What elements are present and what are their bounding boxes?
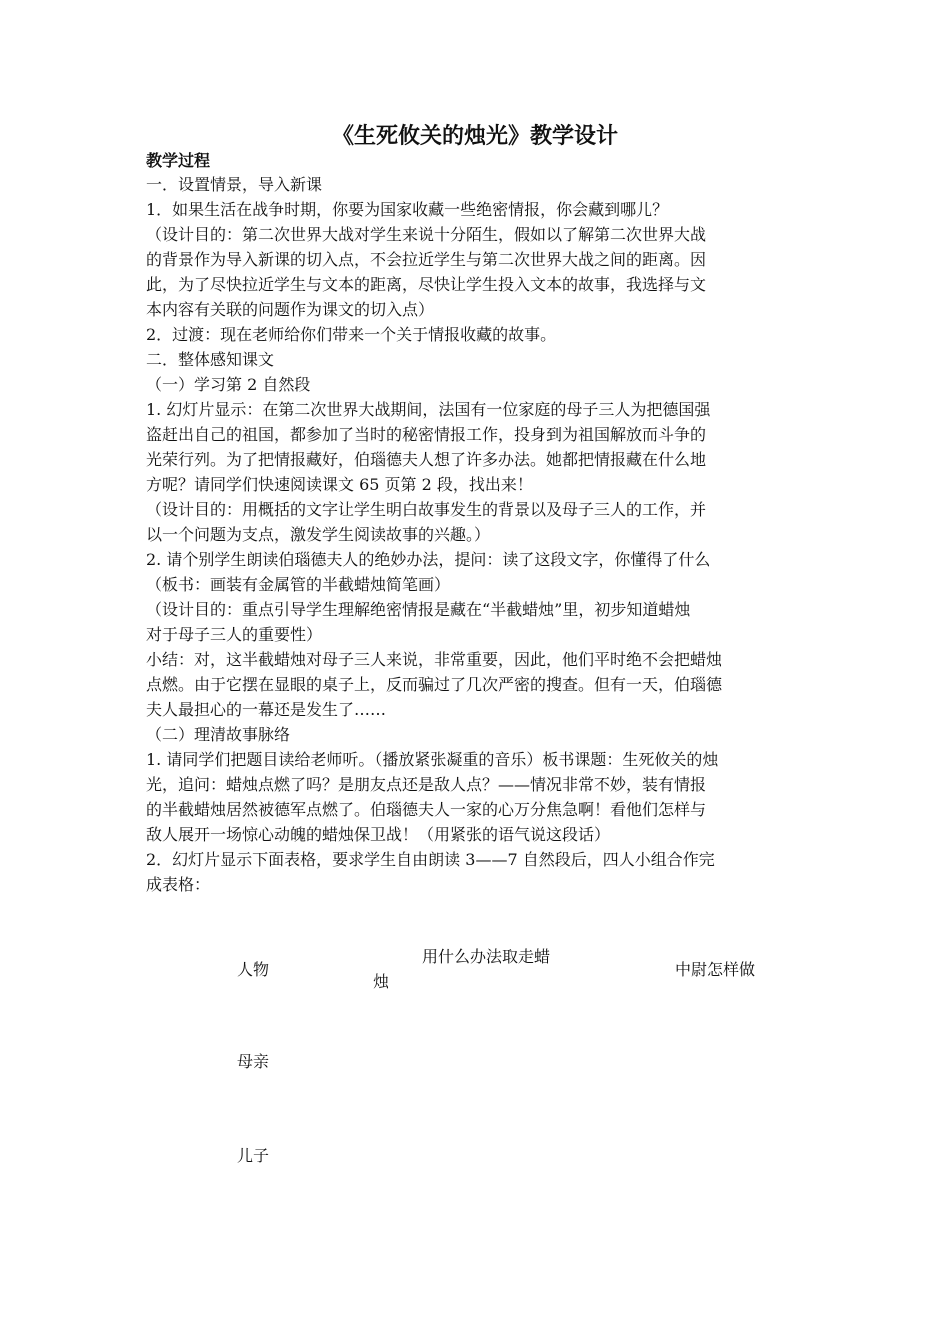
- paragraph-line: （二）理清故事脉络: [146, 725, 291, 744]
- paragraph-line: 1．如果生活在战争时期，你要为国家收藏一些绝密情报，你会藏到哪儿？: [146, 200, 669, 219]
- paragraph-line: 的半截蜡烛居然被德军点燃了。伯瑙德夫人一家的心万分焦急啊！看他们怎样与: [146, 800, 707, 819]
- paragraph-line: 夫人最担心的一幕还是发生了……: [146, 700, 387, 719]
- table-header-method-wrap: 烛: [373, 972, 390, 991]
- paragraph-line: 光，追问：蜡烛点燃了吗？是朋友点还是敌人点？——情况非常不妙，装有情报: [146, 775, 707, 794]
- paragraph-line: 盗赶出自己的祖国，都参加了当时的秘密情报工作，投身到为祖国解放而斗争的: [146, 425, 707, 444]
- document-title: 《生死攸关的烛光》教学设计: [331, 124, 618, 149]
- paragraph-line: （设计目的：用概括的文字让学生明白故事发生的背景以及母子三人的工作，并: [146, 500, 707, 519]
- paragraph-line: 以一个问题为支点，激发学生阅读故事的兴趣。）: [146, 525, 491, 544]
- paragraph-line: 小结：对，这半截蜡烛对母子三人来说，非常重要，因此，他们平时绝不会把蜡烛: [146, 650, 723, 669]
- paragraph-line: 敌人展开一场惊心动魄的蜡烛保卫战！（用紧张的语气说这段话）: [146, 825, 611, 844]
- table-row-son: 儿子: [237, 1146, 270, 1165]
- paragraph-line: 本内容有关联的问题作为课文的切入点）: [146, 300, 435, 319]
- paragraph-line: 点燃。由于它摆在显眼的桌子上，反而骗过了几次严密的搜查。但有一天，伯瑙德: [146, 675, 723, 694]
- paragraph-line: 2. 请个别学生朗读伯瑙德夫人的绝妙办法，提问：读了这段文字，你懂得了什么: [146, 550, 711, 569]
- paragraph-line: 2．过渡：现在老师给你们带来一个关于情报收藏的故事。: [146, 325, 557, 344]
- paragraph-line: （板书：画装有金属管的半截蜡烛简笔画）: [146, 575, 451, 594]
- paragraph-line: 的背景作为导入新课的切入点，不会拉近学生与第二次世界大战之间的距离。因: [146, 250, 707, 269]
- paragraph-line: 对于母子三人的重要性）: [146, 625, 323, 644]
- paragraph-line: 方呢？请同学们快速阅读课文 65 页第 2 段，找出来！: [146, 475, 533, 494]
- paragraph-line: （设计目的：重点引导学生理解绝密情报是藏在“半截蜡烛”里，初步知道蜡烛: [146, 600, 691, 619]
- paragraph-line: 二．整体感知课文: [146, 350, 275, 369]
- table-header-officer: 中尉怎样做: [675, 960, 756, 979]
- paragraph-line: 1. 请同学们把题目读给老师听。（播放紧张凝重的音乐）板书课题：生死攸关的烛: [146, 750, 719, 769]
- paragraph-line: （设计目的：第二次世界大战对学生来说十分陌生，假如以了解第二次世界大战: [146, 225, 707, 244]
- section-heading: 教学过程: [146, 151, 211, 170]
- table-header-person: 人物: [237, 960, 270, 979]
- table-row-mother: 母亲: [237, 1052, 270, 1071]
- table-header-method: 用什么办法取走蜡: [422, 947, 551, 966]
- paragraph-line: 光荣行列。为了把情报藏好，伯瑙德夫人想了许多办法。她都把情报藏在什么地: [146, 450, 707, 469]
- paragraph-line: 一．设置情景，导入新课: [146, 175, 323, 194]
- paragraph-line: 成表格：: [146, 875, 211, 894]
- paragraph-line: 此，为了尽快拉近学生与文本的距离，尽快让学生投入文本的故事，我选择与文: [146, 275, 707, 294]
- paragraph-line: 1. 幻灯片显示：在第二次世界大战期间，法国有一位家庭的母子三人为把德国强: [146, 400, 711, 419]
- paragraph-line: 2．幻灯片显示下面表格，要求学生自由朗读 3——7 自然段后，四人小组合作完: [146, 850, 715, 869]
- paragraph-line: （一）学习第 2 自然段: [146, 375, 311, 394]
